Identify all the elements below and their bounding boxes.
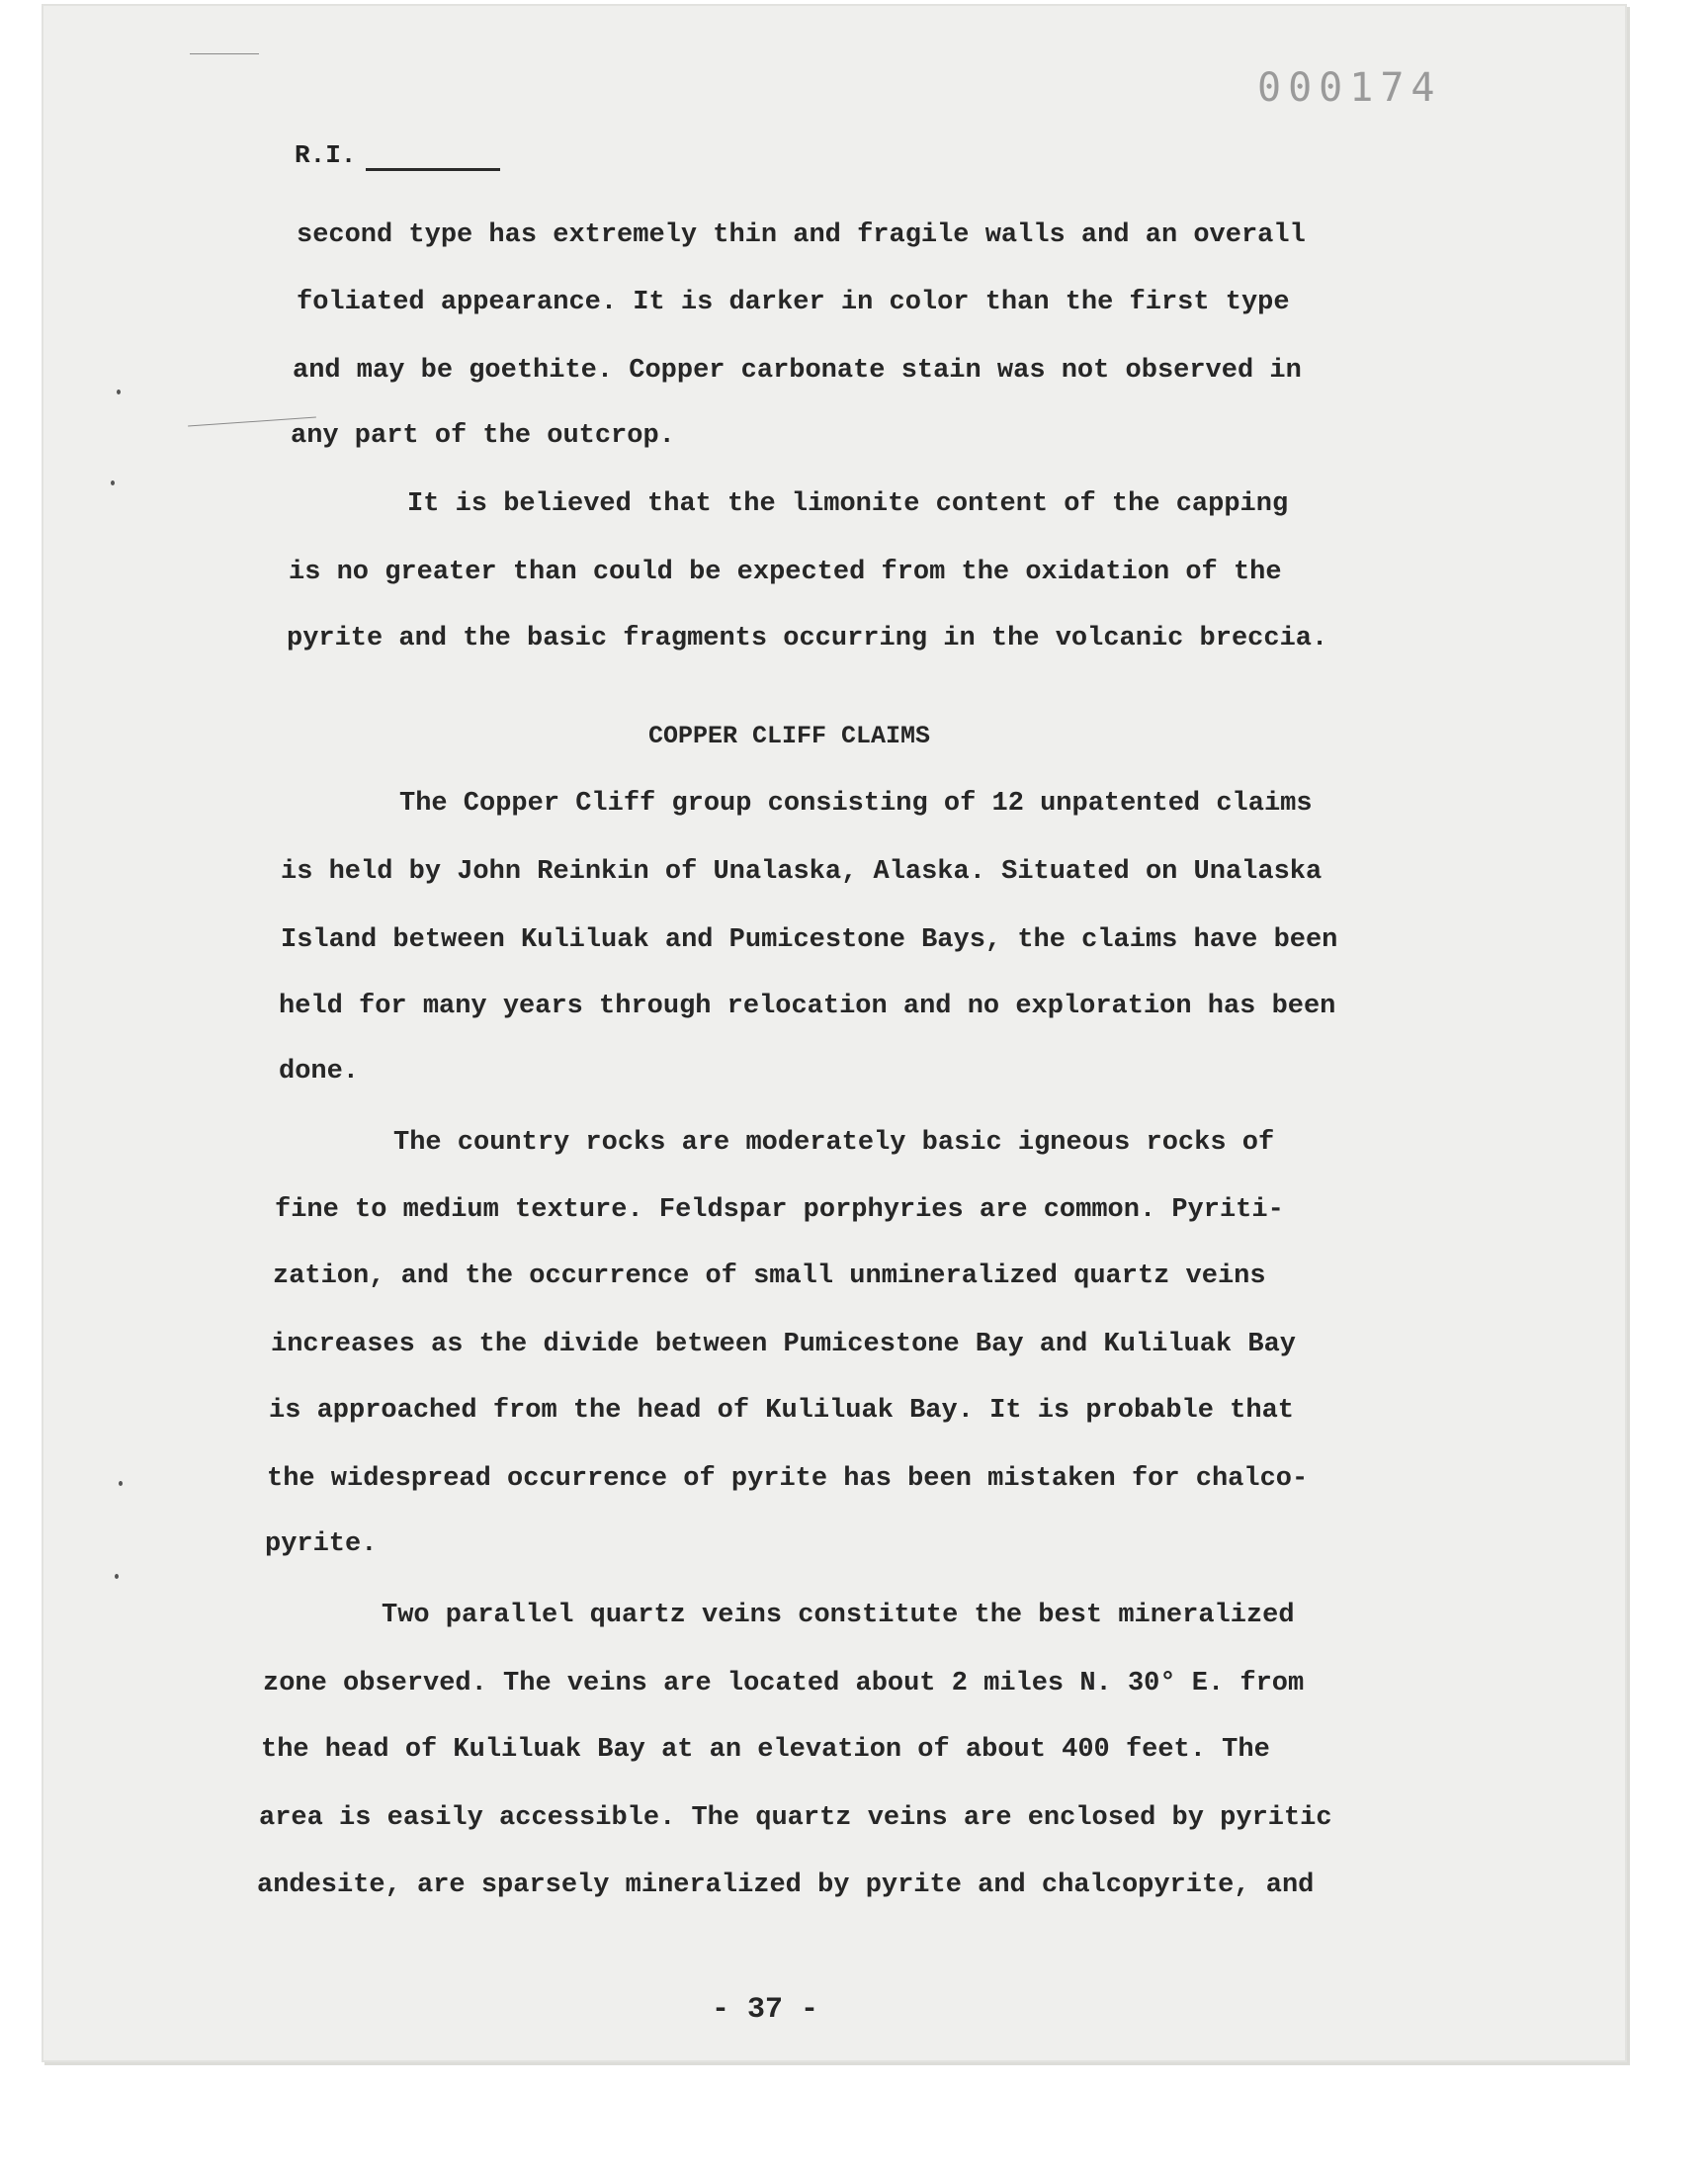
scan-scratch-mark (190, 53, 259, 54)
paragraph-5-line: zone observed. The veins are located about 2 miles N. 30° E. from (263, 1669, 1305, 1698)
paragraph-4-line: the widespread occurrence of pyrite has been mistaken for chalco- (267, 1464, 1309, 1494)
paragraph-4-line: is approached from the head of Kuliluak Bay. It is probable that (269, 1396, 1294, 1426)
report-header-blank-line (366, 168, 500, 171)
paragraph-1-line: any part of the outcrop. (291, 421, 675, 451)
paragraph-5-line: andesite, are sparsely mineralized by pyrite and chalcopyrite, and (257, 1870, 1315, 1900)
paragraph-3-line: done. (279, 1057, 360, 1087)
paragraph-2-line: It is believed that the limonite content of the capping (407, 489, 1289, 519)
paragraph-1-line: and may be goethite. Copper carbonate stain was not observed in (293, 356, 1302, 386)
paragraph-4-line: zation, and the occurrence of small unmineralized quartz veins (273, 1262, 1266, 1291)
paragraph-2-line: is no greater than could be expected from the oxidation of the (289, 558, 1282, 587)
paragraph-3-line: The Copper Cliff group consisting of 12 unpatented claims (399, 789, 1313, 819)
scan-speck (111, 480, 115, 485)
paragraph-3-line: is held by John Reinkin of Unalaska, Alaska. Situated on Unalaska (281, 857, 1323, 887)
scan-speck (115, 1574, 119, 1579)
paragraph-1-line: foliated appearance. It is darker in color than the first type (297, 288, 1290, 317)
paragraph-3-line: Island between Kuliluak and Pumicestone Bays, the claims have been (281, 925, 1338, 955)
scan-speck (119, 1481, 123, 1486)
paragraph-4-line: increases as the divide between Pumicestone Bay and Kuliluak Bay (271, 1330, 1296, 1359)
paragraph-5-line: Two parallel quartz veins constitute the best mineralized (382, 1601, 1295, 1630)
paragraph-4-line: The country rocks are moderately basic igneous rocks of (393, 1128, 1275, 1158)
paragraph-5-line: the head of Kuliluak Bay at an elevation of about 400 feet. The (261, 1735, 1270, 1765)
paragraph-4-line: fine to medium texture. Feldspar porphyries are common. Pyriti- (275, 1195, 1284, 1225)
document-stamp-number: 000174 (1257, 65, 1442, 111)
report-header-label: R.I. (295, 140, 357, 170)
paragraph-5-line: area is easily accessible. The quartz veins are enclosed by pyritic (259, 1803, 1332, 1833)
paragraph-3-line: held for many years through relocation and no exploration has been (279, 992, 1336, 1021)
paragraph-4-line: pyrite. (265, 1529, 378, 1559)
scan-speck (117, 390, 121, 394)
paragraph-2-line: pyrite and the basic fragments occurring in the volcanic breccia. (287, 624, 1328, 653)
section-heading: COPPER CLIFF CLAIMS (648, 722, 931, 750)
paragraph-1-line: second type has extremely thin and fragile walls and an overall (297, 220, 1306, 250)
page-number: - 37 - (712, 1993, 819, 2027)
